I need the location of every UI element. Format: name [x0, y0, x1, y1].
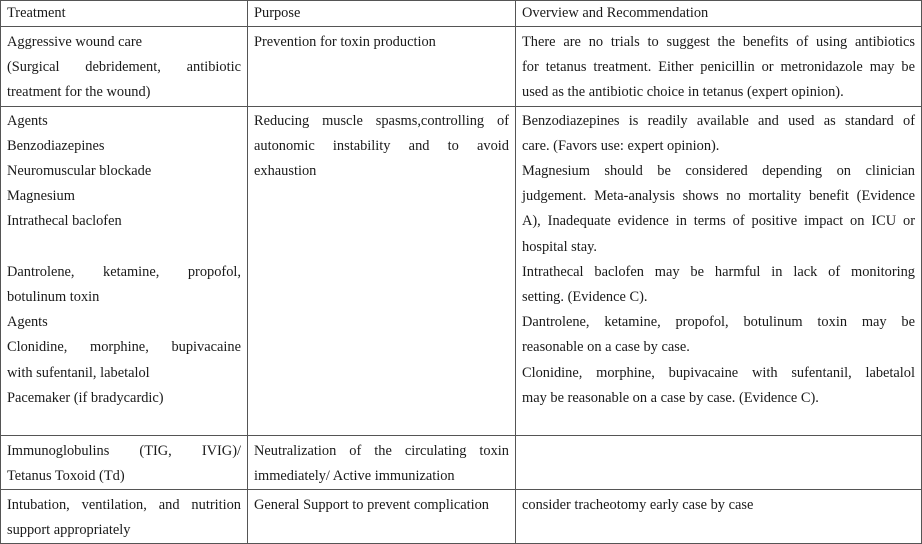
text-line: Immunoglobulins (TIG, IVIG)/	[7, 442, 241, 459]
text-line: There are no trials to suggest the benefits of using antibiotics	[522, 34, 915, 50]
text-line: support appropriately	[7, 522, 131, 539]
text-line: Agents	[7, 314, 48, 331]
table-row	[1, 27, 922, 107]
text-line: Neutralization of the circulating toxin	[254, 442, 509, 459]
cell-purpose	[248, 106, 516, 435]
text-line: immediately/ Active immunization	[254, 467, 455, 484]
cell-treatment	[1, 27, 248, 107]
cell-overview-empty	[516, 435, 922, 489]
header-row	[1, 1, 922, 27]
text-line: Pacemaker (if bradycardic)	[7, 389, 164, 406]
header-label: Treatment	[7, 5, 66, 21]
text-line: used as the antibiotic choice in tetanus (expert opinion).	[522, 84, 844, 101]
text-line: for tetanus treatment. Either penicillin or metronidazole may be	[522, 59, 915, 76]
text-line: autonomic instability and to avoid	[254, 137, 509, 154]
text-line: botulinum toxin	[7, 289, 100, 306]
text-line: Prevention for toxin production	[254, 34, 436, 50]
text-line: may be reasonable on a case by case. (Evidence C).	[522, 389, 819, 406]
blank-line	[7, 235, 241, 260]
cell-purpose	[248, 435, 516, 489]
text-line: Benzodiazepines is readily available and used as standard of	[522, 112, 915, 129]
text-line: consider tracheotomy early case by case	[522, 497, 754, 514]
text-line: Clonidine, morphine, bupivacaine	[7, 339, 241, 356]
text-line: exhaustion	[254, 163, 317, 180]
text-line: care. (Favors use: expert opinion).	[522, 137, 720, 154]
text-line: setting. (Evidence C).	[522, 289, 648, 306]
header-purpose	[248, 1, 516, 27]
header-label: Purpose	[254, 5, 301, 21]
text-line: Agents	[7, 112, 48, 129]
cell-treatment	[1, 106, 248, 435]
header-label: Overview and Recommendation	[522, 5, 709, 21]
cell-overview	[516, 27, 922, 107]
text-line: General Support to prevent complication	[254, 497, 489, 514]
text-line: Tetanus Toxoid (Td)	[7, 467, 125, 484]
text-line: Magnesium should be considered depending on clinician	[522, 163, 915, 180]
text-line: Clonidine, morphine, bupivacaine with sufentanil, labetalol	[522, 364, 915, 381]
header-treatment	[1, 1, 248, 27]
text-line: reasonable on a case by case.	[522, 339, 690, 356]
text-line: Intrathecal baclofen	[7, 213, 122, 230]
text-line: Dantrolene, ketamine, propofol,	[7, 263, 241, 280]
text-line: Neuromuscular blockade	[7, 163, 152, 180]
text-line: Intubation, ventilation, and nutrition	[7, 497, 241, 514]
text-line: Benzodiazepines	[7, 137, 105, 154]
text-line: (Surgical debridement, antibiotic	[7, 59, 241, 76]
text-line: judgement. Meta-analysis shows no mortality benefit (Evidence	[522, 188, 915, 205]
text-line: with sufentanil, labetalol	[7, 364, 150, 381]
cell-overview	[516, 106, 922, 435]
text-line: Reducing muscle spasms,controlling of	[254, 112, 509, 129]
text-line: Intrathecal baclofen may be harmful in lack of monitoring	[522, 263, 915, 280]
text-line: Dantrolene, ketamine, propofol, botulinum toxin may be	[522, 314, 915, 331]
header-overview	[516, 1, 922, 27]
cell-treatment	[1, 435, 248, 489]
text-line: Magnesium	[7, 188, 75, 205]
text-line: hospital stay.	[522, 238, 598, 255]
table-row	[1, 106, 922, 435]
text-line: treatment for the wound)	[7, 84, 151, 101]
text-line: A), Inadequate evidence in terms of positive impact on ICU or	[522, 213, 915, 230]
text-line: Aggressive wound care	[7, 34, 143, 50]
cell-purpose	[248, 27, 516, 107]
table-row	[1, 435, 922, 489]
